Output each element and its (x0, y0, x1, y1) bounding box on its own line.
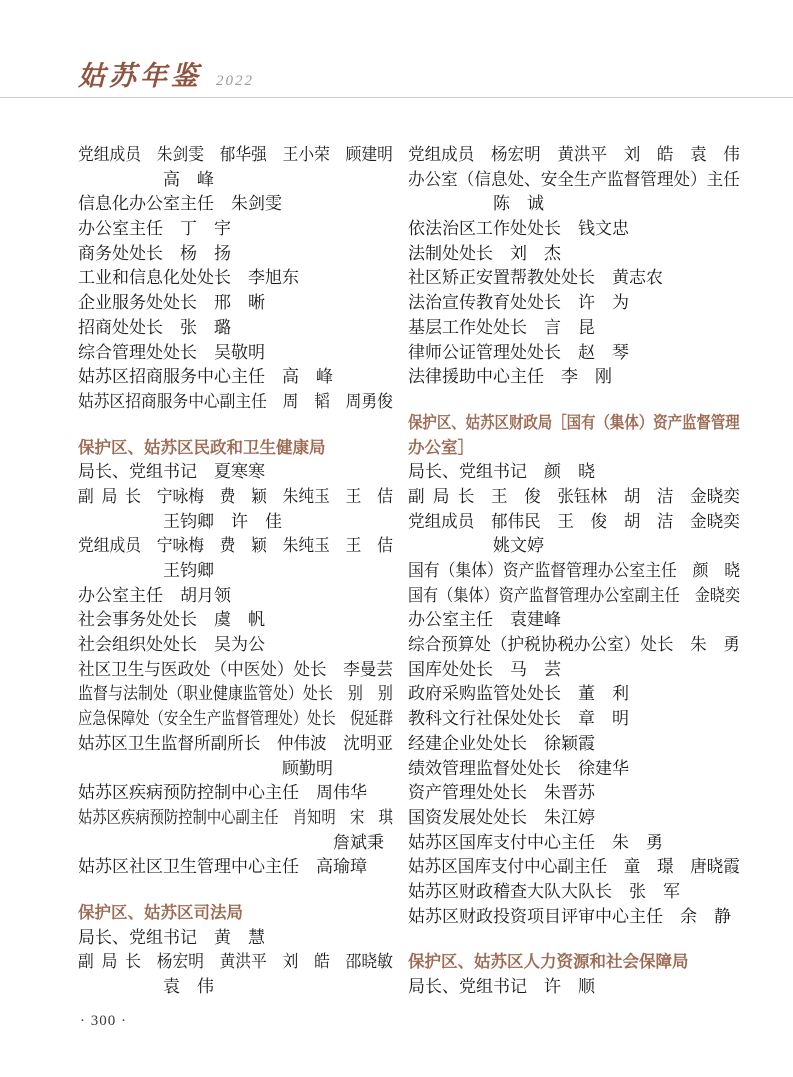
entry-line: 姑苏区财政稽查大队大队长 张 军 (408, 881, 680, 901)
entry-line: 党组成员 杨宏明 黄洪平 刘 皓 袁 伟 (408, 145, 740, 164)
section-title-line: 保护区、姑苏区民政和卫生健康局 (78, 438, 326, 457)
page-number: · 300 · (80, 1013, 127, 1029)
section-heading (78, 436, 393, 461)
entry-line: 副 局 长 宁咏梅 费 颖 朱纯玉 王 佶 (78, 486, 393, 506)
section-title-line: 保护区、姑苏区人力资源和社会保障局 (408, 953, 689, 972)
left-text-column (78, 143, 393, 1000)
entry-line: 高 峰 (78, 169, 214, 189)
entry-line: 姑苏区社区卫生管理中心主任 高瑜璋 (78, 857, 367, 877)
entry-line: 局长、党组书记 颜 晓 (408, 462, 595, 482)
entry-line: 信息化办公室主任 朱剑雯 (78, 194, 282, 214)
entry-line: 姑苏区招商服务中心主任 高 峰 (78, 367, 333, 387)
entry-line: 法律援助中心主任 李 刚 (408, 367, 612, 387)
entry-line: 依法治区工作处处长 钱文忠 (408, 219, 629, 239)
entry-line: 资产管理处处长 朱晋苏 (408, 783, 595, 803)
entry-line: 王钧卿 许 佳 (78, 511, 282, 531)
entry-line: 党组成员 郁伟民 王 俊 胡 洁 金晓奕 (408, 511, 740, 531)
entry-line: 法治宣传教育处处长 许 为 (408, 293, 629, 313)
entry-line: 袁 伟 (78, 977, 214, 996)
entry-line: 办公室主任 胡月领 (78, 585, 231, 605)
entry-line: 社区矫正安置帮教处处长 黄志农 (408, 268, 663, 288)
entry-line: 陈 诚 (408, 194, 544, 214)
entry-line: 招商处处长 张 璐 (78, 317, 231, 337)
page-masthead (78, 54, 254, 93)
entry-line: 办公室主任 袁建峰 (408, 610, 561, 630)
entry-line: 姚文婷 (408, 536, 544, 556)
entry-line: 综合预算处（护税协税办公室）处长 朱 勇 (408, 635, 740, 655)
entry-line: 党组成员 朱剑雯 郁华强 王小荣 顾建明 (78, 145, 393, 164)
yearbook-logo-year: 2022 (216, 73, 254, 89)
entry-line: 局长、党组书记 夏寒寒 (78, 462, 265, 482)
section-title-line: 办公室］ (408, 438, 474, 457)
entry-block (408, 975, 740, 1000)
entry-line: 社会事务处处长 虞 帆 (78, 610, 265, 630)
entry-line: 局长、党组书记 黄 慧 (78, 927, 265, 947)
entry-line: 企业服务处处长 邢 晰 (78, 293, 265, 313)
entry-line: 经建企业处处长 徐颖霞 (408, 733, 595, 753)
entry-block (408, 143, 740, 390)
section-heading (408, 411, 740, 460)
yearbook-logo: 姑苏年鉴 (78, 61, 202, 91)
entry-line: 应急保障处（安全生产监督管理处）处长 倪延群 (78, 709, 393, 729)
entry-line: 国有（集体）资产监督管理办公室副主任 金晓奕 (408, 585, 741, 605)
entry-line: 监督与法制处（职业健康监管处）处长 别 别 (78, 684, 393, 704)
entry-line: 国资发展处处长 朱江婷 (408, 807, 595, 827)
section-title-line: 保护区、姑苏区财政局［国有（集体）资产监督管理 (408, 413, 740, 432)
entry-line: 办公室（信息处、安全生产监督管理处）主任 (408, 169, 740, 189)
entry-line: 绩效管理监督处处长 徐建华 (408, 758, 629, 778)
entry-line: 国有（集体）资产监督管理办公室主任 颜 晓 (408, 561, 741, 580)
section-title-line: 保护区、姑苏区司法局 (78, 903, 243, 922)
section-heading (408, 950, 740, 975)
entry-line: 工业和信息化处处长 李旭东 (78, 268, 299, 288)
entry-line: 姑苏区卫生监督所副所长 仲伟波 沈明亚 (78, 733, 393, 753)
header-divider-rule (0, 97, 793, 98)
entry-line: 商务处处长 杨 扬 (78, 243, 231, 263)
entry-line: 顾勤明 (78, 758, 333, 778)
entry-line: 詹斌秉 (78, 832, 384, 852)
entry-line: 政府采购监管处处长 董 利 (408, 684, 629, 704)
entry-line: 姑苏区国库支付中心主任 朱 勇 (408, 832, 663, 852)
entry-line: 综合管理处处长 吴敬明 (78, 342, 265, 362)
entry-line: 社会组织处处长 吴为公 (78, 635, 265, 655)
entry-line: 律师公证管理处处长 赵 琴 (408, 342, 629, 362)
entry-line: 姑苏区国库支付中心副主任 童 璟 唐晓霞 (408, 857, 740, 877)
entry-block (78, 143, 393, 415)
entry-line: 副 局 长 王 俊 张钰林 胡 洁 金晓奕 (408, 486, 740, 506)
entry-line: 党组成员 宁咏梅 费 颖 朱纯玉 王 佶 (78, 536, 393, 556)
entry-line: 社区卫生与医政处（中医处）处长 李曼芸 (78, 659, 393, 679)
entry-line: 副 局 长 杨宏明 黄洪平 刘 皓 邵晓敏 (78, 952, 393, 972)
entry-line: 王钧卿 (78, 561, 214, 580)
entry-line: 姑苏区招商服务中心副主任 周 韬 周勇俊 (78, 391, 393, 411)
entry-line: 国库处处长 马 芸 (408, 659, 561, 679)
entry-line: 基层工作处处长 言 昆 (408, 317, 595, 337)
entry-line: 局长、党组书记 许 顺 (408, 977, 595, 996)
entry-line: 办公室主任 丁 宇 (78, 219, 231, 239)
entry-block (408, 460, 740, 929)
entry-line: 姑苏区疾病预防控制中心主任 周伟华 (78, 783, 367, 803)
entry-line: 法制处处长 刘 杰 (408, 243, 561, 263)
right-text-column (408, 143, 740, 1000)
entry-line: 教科文行社保处处长 章 明 (408, 709, 629, 729)
section-heading (78, 901, 393, 926)
entry-line: 姑苏区疾病预防控制中心副主任 肖知明 宋 琪 (78, 807, 393, 827)
entry-block (78, 460, 393, 880)
entry-line: 姑苏区财政投资项目评审中心主任 余 静 (408, 906, 731, 926)
entry-block (78, 926, 393, 1000)
